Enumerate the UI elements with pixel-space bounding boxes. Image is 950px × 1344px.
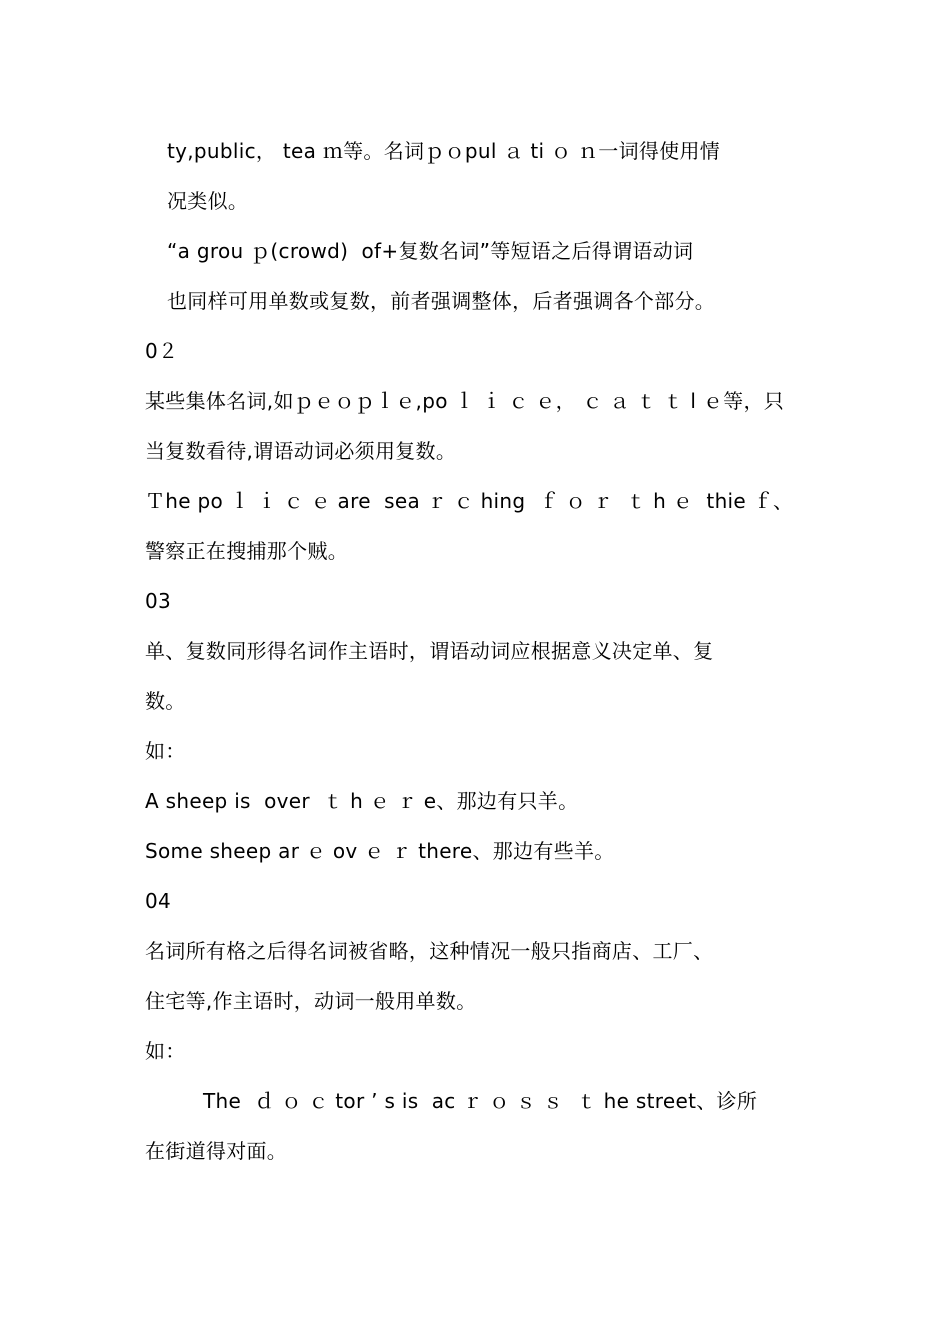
example-sentence: A sheep is over ｔ h ｅ ｒ e、那边有只羊。	[145, 789, 579, 813]
section-number: 03	[145, 589, 172, 613]
text-line: 名词所有格之后得名词被省略，这种情况一般只指商店、工厂、	[145, 939, 714, 963]
text-line: “a grou ｐ(crowd) of+复数名词”等短语之后得谓语动词	[167, 239, 694, 263]
text-line: 数。	[145, 689, 186, 713]
text-line: 当复数看待,谓语动词必须用复数。	[145, 439, 457, 463]
example-sentence: The ｄ ｏ ｃ tor ’ s is ac ｒ ｏ ｓ ｓ ｔ he street、诊所	[203, 1089, 758, 1113]
text-line: 住宅等,作主语时，动词一般用单数。	[145, 989, 477, 1013]
text-line: 某些集体名词,如ｐｅｏｐｌｅ,po ｌ ｉ ｃ ｅ， ｃ ａ ｔ ｔ l ｅ等，只	[145, 389, 785, 413]
example-sentence: Ｔhe po ｌ ｉ ｃ ｅ are sea ｒ ｃ hing ｆ ｏ ｒ ｔ h ｅ thie ｆ、	[145, 489, 794, 513]
text-line: ty,public， tea ｍ等。名词ｐｏpul ａ ti ｏ ｎ一词得使用情	[167, 139, 721, 163]
text-line: 如：	[145, 739, 186, 763]
text-line: 警察正在搜捕那个贼。	[145, 539, 348, 563]
example-sentence: Some sheep ar ｅ ov ｅ ｒ there、那边有些羊。	[145, 839, 615, 863]
text-line: 在街道得对面。	[145, 1139, 288, 1163]
text-line: 也同样可用单数或复数，前者强调整体，后者强调各个部分。	[167, 289, 716, 313]
text-line: 单、复数同形得名词作主语时，谓语动词应根据意义决定单、复	[145, 639, 714, 663]
section-number: 0２	[145, 339, 179, 363]
text-line: 况类似。	[167, 189, 249, 213]
text-line: 如：	[145, 1039, 186, 1063]
section-number: 04	[145, 889, 172, 913]
